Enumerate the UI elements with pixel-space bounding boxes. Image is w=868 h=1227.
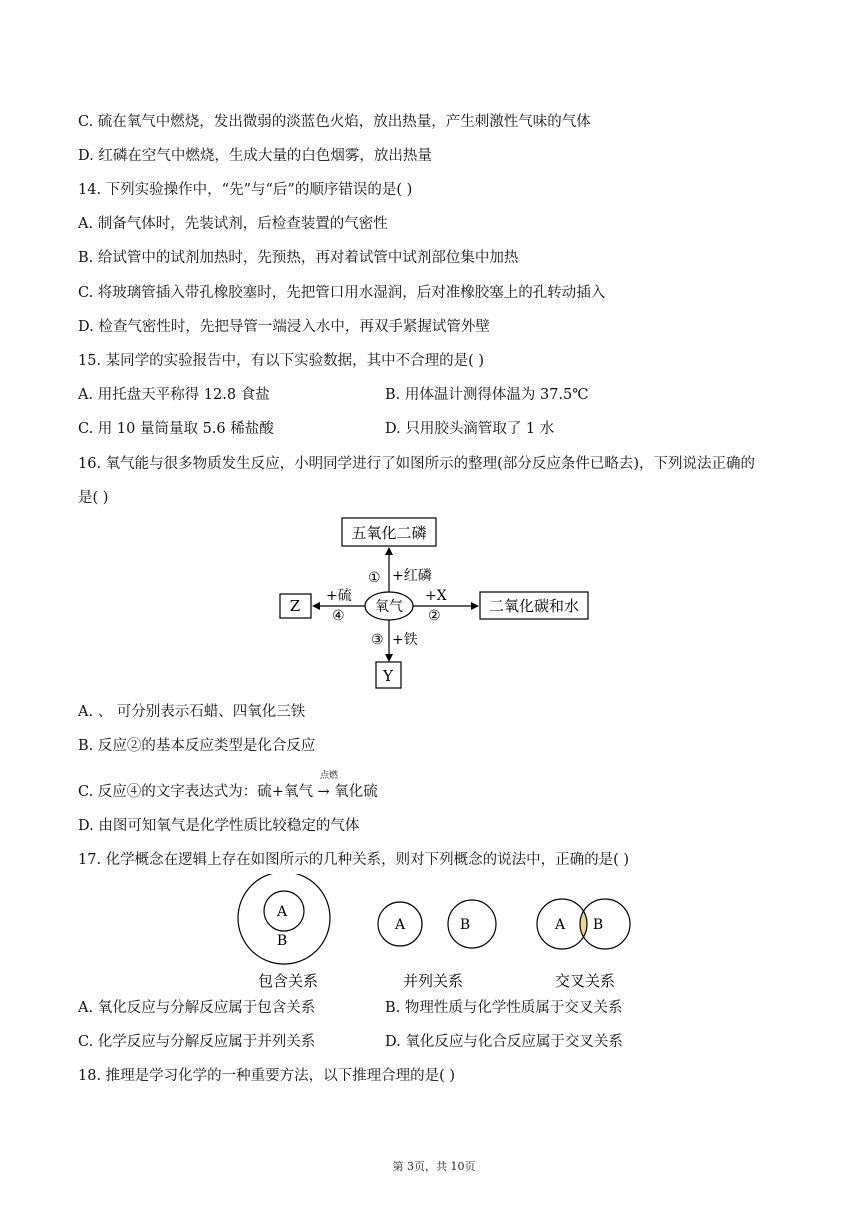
q14-option-c: C. 将玻璃管插入带孔橡胶塞时，先把管口用水湿润，后对准橡胶塞上的孔转动插入 bbox=[78, 285, 606, 301]
q14-option-d: D. 检查气密性时，先把导管一端浸入水中，再双手紧握试管外壁 bbox=[78, 319, 490, 335]
arrow-head-up bbox=[385, 547, 393, 555]
center-label: 氧气 bbox=[375, 599, 403, 615]
arrow-head-left bbox=[312, 602, 320, 610]
bottom-box-label: Y bbox=[383, 667, 393, 685]
parallel-a: A bbox=[394, 917, 406, 933]
q17-option-a: A. 氧化反应与分解反应属于包含关系 bbox=[78, 1000, 316, 1016]
q16-stem-line2: 是( ) bbox=[78, 490, 109, 506]
label-right-num: ② bbox=[428, 608, 441, 624]
q16-stem-line1: 16. 氧气能与很多物质发生反应，小明同学进行了如图所示的整理(部分反应条件已略去)，下列说法正确的 bbox=[78, 456, 755, 472]
label-up: +红磷 bbox=[392, 568, 432, 584]
q16-option-c: C. 反应④的文字表达式为：硫+氧气 → 氧化硫 bbox=[78, 784, 378, 800]
q16-option-b: B. 反应②的基本反应类型是化合反应 bbox=[78, 738, 316, 754]
right-box-label: 二氧化碳和水 bbox=[488, 597, 580, 615]
label-down-num: ③ bbox=[371, 632, 384, 648]
page-footer: 第 3页，共 10页 bbox=[392, 1160, 476, 1173]
arrow-head-down bbox=[385, 654, 393, 662]
contain-b: B bbox=[276, 933, 288, 949]
q18-stem: 18. 推理是学习化学的一种重要方法，以下推理合理的是( ) bbox=[78, 1068, 456, 1084]
q14-option-b: B. 给试管中的试剂加热时，先预热，再对着试管中试剂部位集中加热 bbox=[78, 250, 519, 266]
caption-cross: 交叉关系 bbox=[554, 972, 616, 990]
q14-stem: 14. 下列实验操作中，“先”与“后”的顺序错误的是( ) bbox=[78, 182, 413, 198]
q14-option-a: A. 制备气体时，先装试剂，后检查装置的气密性 bbox=[78, 216, 388, 232]
contain-a: A bbox=[276, 904, 288, 920]
caption-parallel: 并列关系 bbox=[402, 972, 464, 990]
q15-option-b: B. 用体温计测得体温为 37.5℃ bbox=[385, 387, 589, 403]
q13-option-d: D. 红磷在空气中燃烧，生成大量的白色烟雾，放出热量 bbox=[78, 148, 432, 164]
oxygen-reaction-diagram bbox=[270, 512, 600, 694]
q17-option-b: B. 物理性质与化学性质属于交叉关系 bbox=[385, 1000, 623, 1016]
label-left: +硫 bbox=[326, 588, 352, 604]
q15-stem: 15. 某同学的实验报告中，有以下实验数据，其中不合理的是( ) bbox=[78, 353, 485, 369]
q15-option-d: D. 只用胶头滴管取了 1 水 bbox=[385, 421, 555, 437]
q15-option-a: A. 用托盘天平称得 12.8 食盐 bbox=[78, 387, 270, 403]
q17-stem: 17. 化学概念在逻辑上存在如图所示的几种关系，则对下列概念的说法中，正确的是( ) bbox=[78, 852, 630, 868]
label-left-num: ④ bbox=[332, 608, 345, 624]
q13-option-c: C. 硫在氧气中燃烧，发出微弱的淡蓝色火焰，放出热量，产生刺激性气味的气体 bbox=[78, 114, 591, 130]
label-down: +铁 bbox=[392, 632, 418, 648]
top-box-label: 五氧化二磷 bbox=[351, 524, 427, 542]
cross-b: B bbox=[592, 917, 604, 933]
parallel-b: B bbox=[459, 917, 471, 933]
q16-option-a: A. 、 可分别表示石蜡、四氧化三铁 bbox=[78, 704, 306, 720]
q17-option-d: D. 氧化反应与化合反应属于交叉关系 bbox=[385, 1034, 623, 1050]
q16-condition-sup: 点燃 bbox=[320, 771, 339, 781]
label-up-num: ① bbox=[368, 570, 381, 586]
q17-option-c: C. 化学反应与分解反应属于并列关系 bbox=[78, 1034, 316, 1050]
parallel-circle-b bbox=[448, 900, 496, 948]
concept-relation-diagram bbox=[230, 874, 640, 994]
caption-contain: 包含关系 bbox=[257, 972, 319, 990]
q15-option-c: C. 用 10 量筒量取 5.6 稀盐酸 bbox=[78, 421, 274, 437]
cross-a: A bbox=[554, 917, 566, 933]
left-box-label: Z bbox=[289, 597, 301, 615]
label-right: +X bbox=[425, 588, 447, 604]
q16-option-d: D. 由图可知氧气是化学性质比较稳定的气体 bbox=[78, 818, 360, 834]
arrow-head-right bbox=[471, 602, 479, 610]
